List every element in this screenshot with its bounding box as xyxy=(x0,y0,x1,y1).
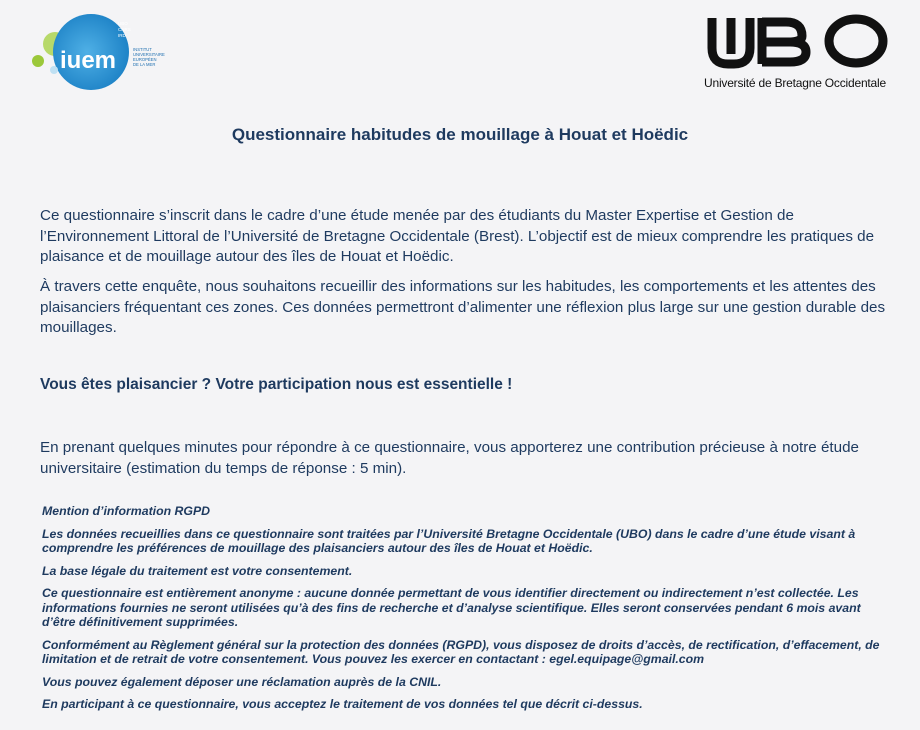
rgpd-paragraph: La base légale du traitement est votre consentement. xyxy=(42,563,353,578)
iuem-institute-line: INSTITUT xyxy=(133,47,152,52)
ubo-logo xyxy=(704,14,894,94)
rgpd-paragraph: Conformément au Règlement général sur la protection des données (RGPD), vous disposez de droits d’accès, de rectification, d’effacement, de limitation et de retrait de votre consentement. Vous pouvez les exercer en contactant : egel.equipage@gmail.com xyxy=(42,637,880,666)
intro-paragraph-3: En prenant quelques minutes pour répondre à ce questionnaire, vous apporterez une contribution précieuse à notre étude universitaire (estimation du temps de réponse : 5 min). xyxy=(40,439,859,477)
rgpd-paragraph: En participant à ce questionnaire, vous acceptez le traitement de vos données tel que décrit ci-dessus. xyxy=(42,697,643,711)
iuem-logo xyxy=(28,12,178,94)
iuem-wordmark: iuem xyxy=(60,47,117,74)
iuem-small-line: IRD xyxy=(118,33,126,38)
iuem-institute-line: DE LA MER xyxy=(133,62,156,67)
intro-paragraph-1: Ce questionnaire s’inscrit dans le cadre d’une étude menée par des étudiants du Master Expertise et Gestion de l’Environnement Littoral de l’Université de Bretagne Occidentale (Brest). L’objectif est de mieux comprendre les pratiques de plaisance et de mouillage autour des îles de Houat et Hoëdic. xyxy=(40,207,875,265)
green-dot-icon xyxy=(32,55,44,67)
rgpd-paragraph: Vous pouvez également déposer une réclamation auprès de la CNIL. xyxy=(42,674,442,689)
rgpd-notice xyxy=(42,504,892,720)
intro-paragraph xyxy=(40,277,890,339)
rgpd-heading: Mention d’information RGPD xyxy=(42,504,211,518)
iuem-small-line: UBO xyxy=(118,21,128,26)
rgpd-paragraph: Les données recueillies dans ce questionnaire sont traitées par l’Université Bretagne Occidentale (UBO) dans le cadre d’une étude visant à comprendre les préférences de mouillage des plaisanciers autour des îles de Houat et Hoëdic. xyxy=(42,526,856,555)
header xyxy=(0,0,920,110)
intro-paragraph xyxy=(40,438,890,479)
iuem-small-line: CNRS xyxy=(118,27,131,32)
light-dot-icon xyxy=(50,66,58,74)
iuem-institute-line: UNIVERSITAIRE xyxy=(133,52,165,57)
ubo-wordmark xyxy=(704,14,894,72)
intro-paragraph xyxy=(40,206,890,268)
page-title: Questionnaire habitudes de mouillage à Houat et Hoëdic xyxy=(231,125,689,144)
intro-paragraph-2: À travers cette enquête, nous souhaitons recueillir des informations sur les habitudes, les comportements et les attentes des plaisanciers fréquentant ces zones. Ces données permettront d’alimenter une réflexion plus large sur une gestion durable des mouillages. xyxy=(40,278,886,336)
rgpd-paragraph: Ce questionnaire est entièrement anonyme : aucune donnée permettant de vous identifier directement ou indirectement n’est collectée. Les informations fournies ne seront utilisées qu’à des fins de recherche et d’analyse scientifique. Elles seront conservées pendant 6 mois avant d’être définitivement supprimées. xyxy=(42,586,861,629)
ubo-subtitle: Université de Bretagne Occidentale xyxy=(704,76,886,90)
participation-callout: Vous êtes plaisancier ? Votre participation nous est essentielle ! xyxy=(40,376,513,393)
iuem-institute-line: EUROPÉEN xyxy=(133,57,157,62)
